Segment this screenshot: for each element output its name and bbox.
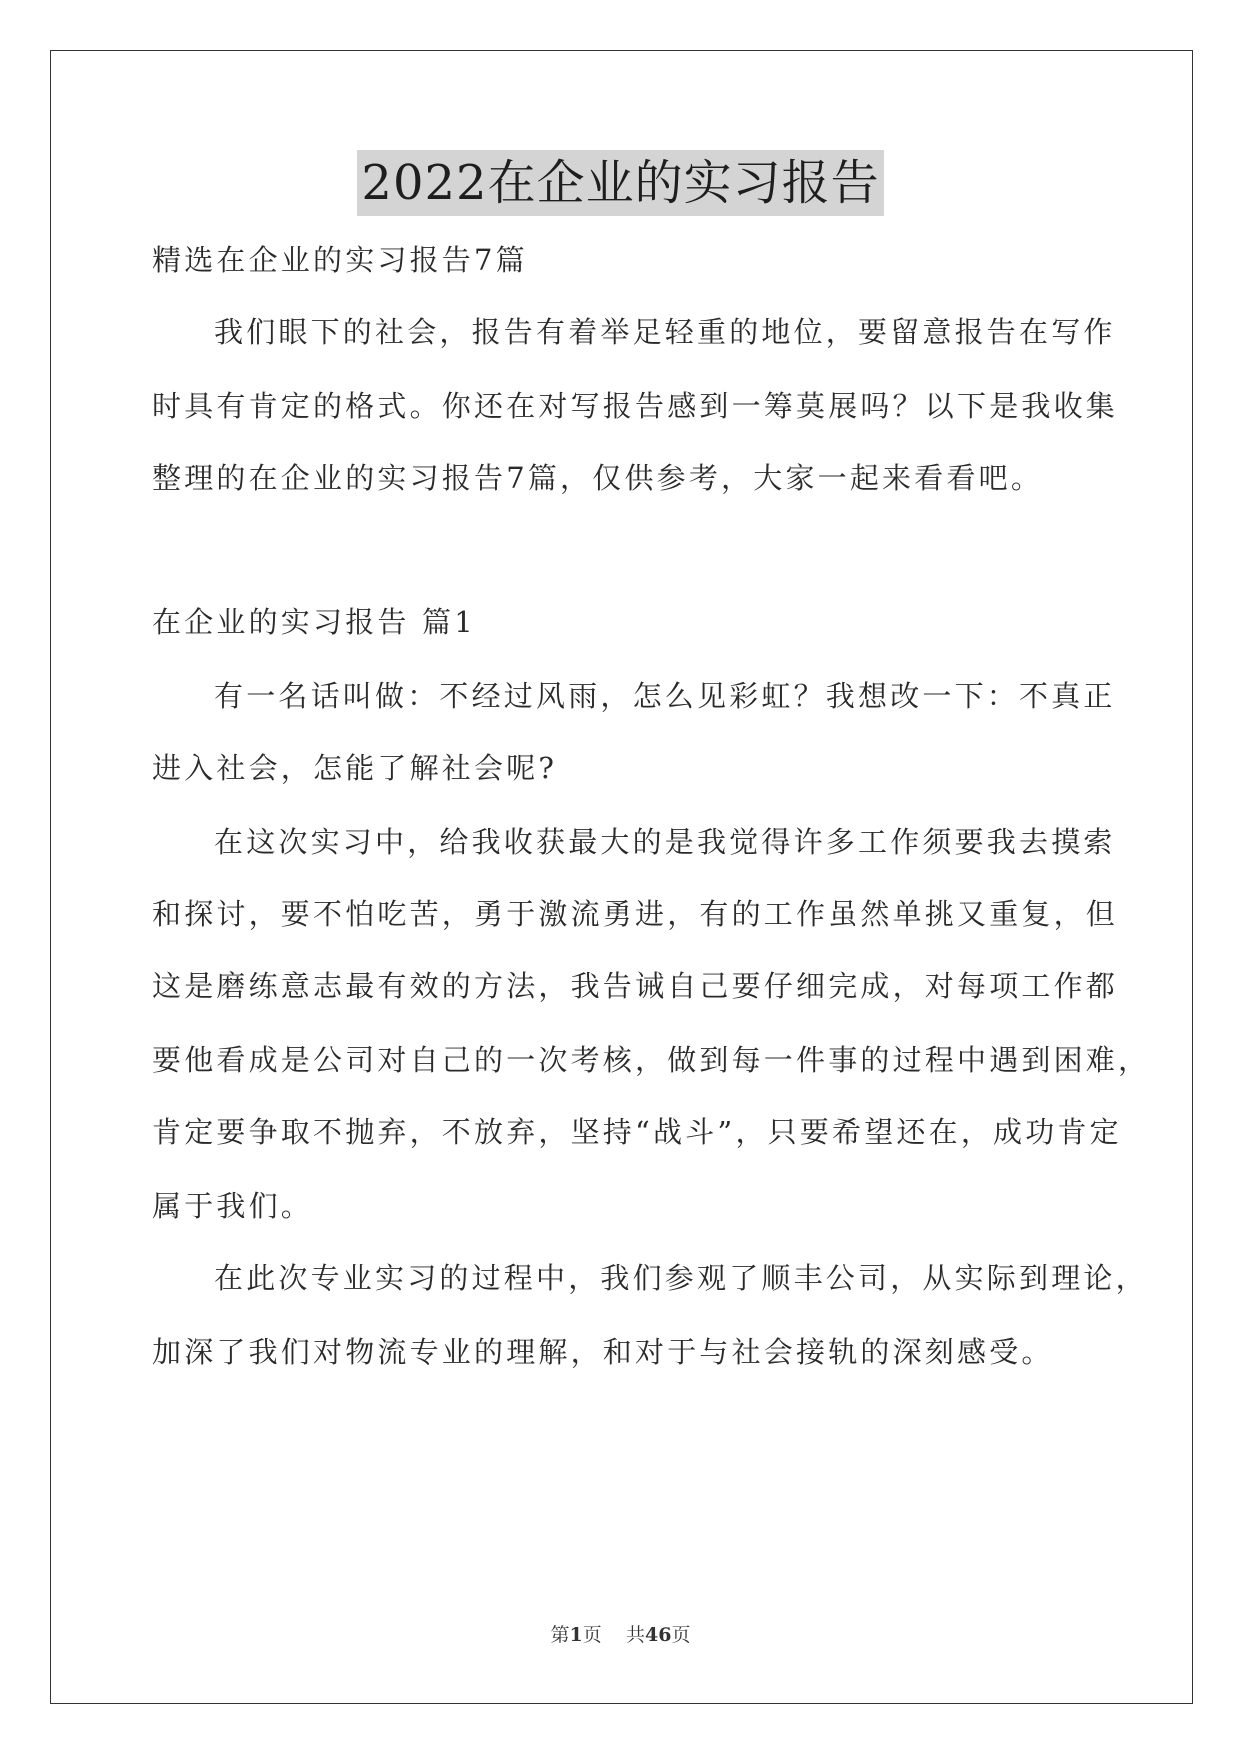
paragraph-line: 加深了我们对物流专业的理解，和对于与社会接轨的深刻感受。 xyxy=(152,1335,1054,1369)
paragraph-line: 属于我们。 xyxy=(152,1189,314,1223)
paragraph-line: 肯定要争取不抛弃，不放弃，坚持“战斗”，只要希望还在，成功肯定 xyxy=(152,1115,1122,1149)
footer-page-suffix: 页 xyxy=(582,1624,602,1646)
paragraph-line: 和探讨，要不怕吃苦，勇于激流勇进，有的工作虽然单挑又重复，但 xyxy=(152,897,1119,931)
paragraph-line: 这是磨练意志最有效的方法，我告诫自己要仔细完成，对每项工作都 xyxy=(152,969,1119,1003)
footer-total-prefix: 共 xyxy=(625,1624,645,1646)
subtitle-line: 精选在企业的实习报告7篇 xyxy=(152,243,528,277)
section-heading: 在企业的实习报告 篇1 xyxy=(152,605,476,639)
footer-total-suffix: 页 xyxy=(671,1624,691,1646)
footer-page-prefix: 第 xyxy=(550,1624,570,1646)
page-border xyxy=(50,50,1193,1704)
document-title: 2022在企业的实习报告 xyxy=(357,150,883,216)
title-container xyxy=(0,150,1241,216)
paragraph-line: 进入社会，怎能了解社会呢? xyxy=(152,751,558,785)
paragraph-line: 我们眼下的社会，报告有着举足轻重的地位，要留意报告在写作 xyxy=(214,315,1116,349)
paragraph-line: 要他看成是公司对自己的一次考核，做到每一件事的过程中遇到困难， xyxy=(152,1043,1151,1077)
paragraph-line: 在这次实习中，给我收获最大的是我觉得许多工作须要我去摸索 xyxy=(214,825,1116,859)
footer-page-number: 1 xyxy=(569,1624,583,1646)
paragraph-line: 整理的在企业的实习报告7篇，仅供参考，大家一起来看看吧。 xyxy=(152,461,1044,495)
paragraph-line: 时具有肯定的格式。你还在对写报告感到一筹莫展吗？以下是我收集 xyxy=(152,389,1119,423)
footer-total-pages: 46 xyxy=(644,1624,672,1646)
paragraph-line: 在此次专业实习的过程中，我们参观了顺丰公司，从实际到理论， xyxy=(214,1261,1148,1295)
page-footer xyxy=(0,1620,1241,1647)
paragraph-line: 有一名话叫做：不经过风雨，怎么见彩虹？我想改一下：不真正 xyxy=(214,679,1116,713)
